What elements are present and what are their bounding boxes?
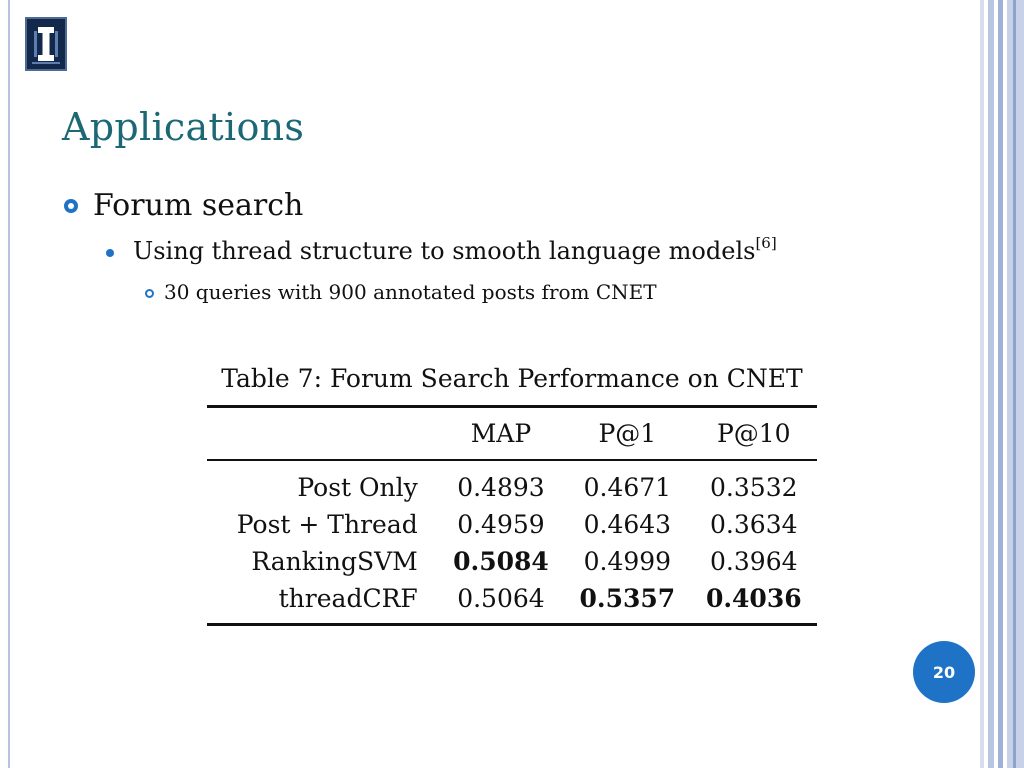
left-border-rule xyxy=(8,0,10,768)
header-cell-p-at-10: P@10 xyxy=(691,407,817,461)
right-border-decoration xyxy=(980,0,1024,768)
table-cell-best: 0.4036 xyxy=(705,584,802,613)
table-cell: 0.4999 xyxy=(583,547,672,576)
row-label: Post Only xyxy=(297,473,418,502)
slide-title: Applications xyxy=(62,105,305,149)
table-header-row xyxy=(207,407,817,461)
results-table-figure xyxy=(207,364,817,626)
table-cell-best: 0.5357 xyxy=(579,584,676,613)
table-cell: 0.3634 xyxy=(710,510,798,539)
table-cell: 0.4643 xyxy=(583,510,672,539)
table-row xyxy=(207,506,817,543)
table-row xyxy=(207,580,817,625)
citation-reference: [6] xyxy=(755,234,777,252)
bullet-level2-label: Using thread structure to smooth language models xyxy=(133,237,756,265)
header-cell-map: MAP xyxy=(438,407,564,461)
row-label: RankingSVM xyxy=(251,547,418,576)
header-cell-empty xyxy=(207,407,438,461)
row-label: Post + Thread xyxy=(236,510,418,539)
table-cell: 0.3532 xyxy=(710,473,798,502)
table-cell-best: 0.5084 xyxy=(453,547,549,576)
university-block-i-logo xyxy=(25,17,67,71)
dot-bullet-icon xyxy=(106,249,114,257)
page-number-badge: 20 xyxy=(913,641,975,703)
table-cell: 0.4893 xyxy=(457,473,545,502)
bullet-level3-text: 30 queries with 900 annotated posts from CNET xyxy=(164,280,657,304)
table-cell: 0.4671 xyxy=(583,473,672,502)
row-label: threadCRF xyxy=(278,584,418,613)
bullet-level1-text: Forum search xyxy=(93,188,304,223)
header-cell-p-at-1: P@1 xyxy=(564,407,690,461)
results-table xyxy=(207,405,817,626)
filled-ring-bullet-icon xyxy=(64,199,78,213)
table-cell: 0.4959 xyxy=(457,510,545,539)
table-caption: Table 7: Forum Search Performance on CNET xyxy=(221,364,803,393)
table-row xyxy=(207,543,817,580)
table-cell: 0.5064 xyxy=(457,584,545,613)
bullet-level2-text xyxy=(133,236,777,265)
hollow-ring-bullet-icon xyxy=(145,289,154,298)
table-cell: 0.3964 xyxy=(710,547,798,576)
table-row xyxy=(207,460,817,506)
